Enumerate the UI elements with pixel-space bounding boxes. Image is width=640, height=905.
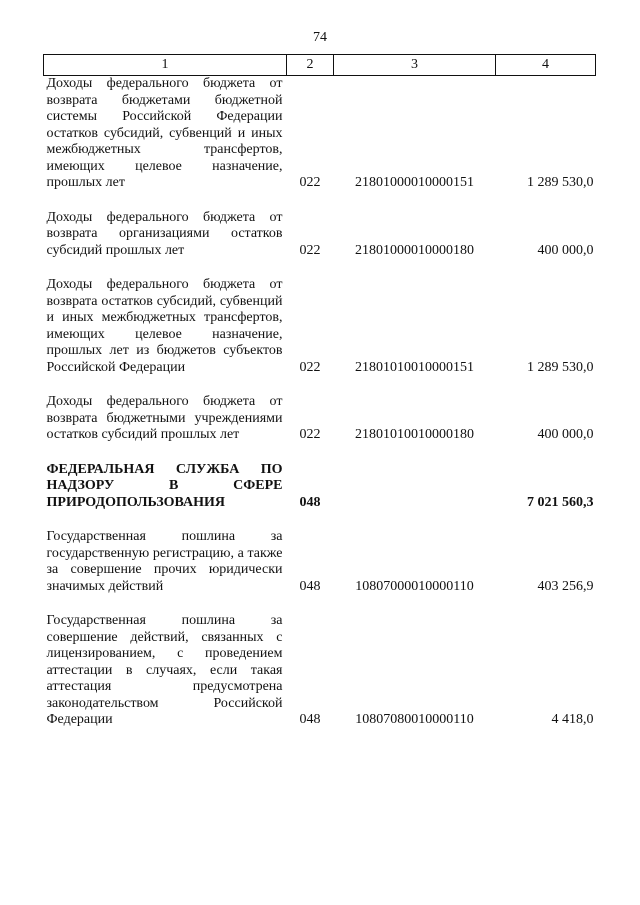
classification-code-cell: 21801010010000151 [355,359,474,375]
admin-code-cell: 048 [299,712,321,727]
classification-code-cell: 21801000010000180 [355,242,474,258]
header-col-3: 3 [334,55,496,76]
header-col-1: 1 [44,55,287,76]
table-header-row [44,55,596,76]
table-row [44,376,596,444]
admin-code-cell: 048 [299,494,321,510]
revenue-name-cell: ФЕДЕРАЛЬНАЯ СЛУЖБА ПО НАДЗОРУ В СФЕРЕ ПРИРОДОПОЛЬЗОВАНИЯ [46,461,283,510]
budget-revenue-table [43,54,596,729]
admin-code-cell: 022 [299,242,321,258]
header-col-4: 4 [496,55,596,76]
admin-code-cell: 022 [299,175,321,190]
revenue-name-cell: Доходы федерального бюджета от возврата остатков субсидий, субвенций и иных межбюджетных трансфертов, имеющих целевое назначение, прошлых лет из бюджетов субъектов Российской Федерации [46,277,283,375]
revenue-name-cell: Доходы федерального бюджета от возврата бюджетными учреждениями остатков субсидий прошлых лет [46,394,283,442]
admin-code-cell: 048 [299,578,321,594]
classification-code-cell: 21801000010000151 [355,175,474,190]
table-row [44,259,596,376]
classification-code-cell: 10807080010000110 [355,712,474,727]
table-row [44,76,596,192]
admin-code-cell: 022 [299,359,321,375]
amount-cell: 1 289 530,0 [527,359,594,375]
revenue-name-cell: Доходы федерального бюджета от возврата организациями остатков субсидий прошлых лет [46,209,283,258]
revenue-name-cell: Государственная пошлина за совершение действий, связанных с лицензированием, с проведением аттестации в случаях, если такая аттестация предусмотрена законодательством Российской Федерации [46,613,283,727]
table-body [44,76,596,729]
amount-cell: 400 000,0 [537,427,594,442]
amount-cell: 7 021 560,3 [527,494,594,510]
table-row [44,595,596,729]
amount-cell: 1 289 530,0 [527,175,594,190]
amount-cell: 4 418,0 [551,712,594,727]
header-col-2: 2 [287,55,334,76]
classification-code-cell: 10807000010000110 [355,578,474,594]
page-number: 74 [313,30,327,45]
classification-code-cell [334,444,496,512]
amount-cell: 403 256,9 [537,578,594,594]
table-row [44,192,596,260]
table-row [44,511,596,595]
classification-code-cell: 21801010010000180 [355,427,474,442]
table-row [44,444,596,512]
admin-code-cell: 022 [299,427,321,442]
amount-cell: 400 000,0 [537,242,594,258]
revenue-name-cell: Государственная пошлина за государственную регистрацию, а также за совершение прочих юридически значимых действий [46,529,283,594]
revenue-name-cell: Доходы федерального бюджета от возврата бюджетами бюджетной системы Российской Федерации остатков субсидий, субвенций и иных межбюджетных трансфертов, имеющих целевое назначение, прошлых лет [46,76,283,190]
